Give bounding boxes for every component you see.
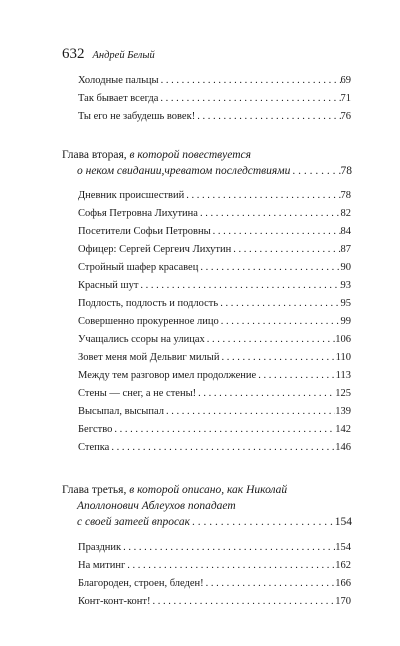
toc-entry[interactable] (78, 369, 351, 382)
toc-leader-dots (219, 351, 335, 364)
toc-entry-page: 166 (335, 578, 351, 589)
chapter-subtitle: в которой описано, как Николай (129, 484, 288, 496)
toc-entry-page: 90 (340, 262, 351, 273)
toc-leader-dots (218, 297, 340, 310)
toc-entry[interactable] (78, 351, 351, 364)
toc-entry[interactable] (78, 577, 351, 590)
toc-entry[interactable] (78, 333, 351, 346)
toc-entry-title: Праздник (78, 542, 122, 553)
chapter-label: Глава третья, (62, 484, 127, 496)
toc-entry[interactable] (78, 423, 351, 436)
toc-leader-dots (290, 163, 340, 179)
toc-entry[interactable] (78, 541, 351, 554)
toc-entry-title: Конт-конт-конт! (78, 596, 151, 607)
toc-entry[interactable] (78, 315, 351, 328)
page-number: 632 (62, 46, 85, 62)
toc-entry-page: 142 (335, 424, 351, 435)
chapter-heading[interactable] (62, 147, 352, 179)
toc-leader-dots (109, 441, 335, 454)
toc-leader-dots (158, 92, 340, 105)
toc-leader-dots (121, 541, 335, 554)
toc-leader-dots (231, 243, 340, 256)
toc-leader-dots (112, 423, 335, 436)
running-title: Андрей Белый (92, 50, 155, 61)
toc-entry-page: 146 (335, 442, 351, 453)
toc-entry-title: Красный шут (78, 280, 139, 291)
toc-leader-dots (164, 405, 335, 418)
toc-entry-page: 139 (335, 406, 351, 417)
chapter-heading-line (62, 147, 352, 163)
toc-entry[interactable] (78, 441, 351, 454)
toc-entry-title: Между тем разговор имел продолжение (78, 370, 257, 381)
toc-leader-dots (219, 315, 341, 328)
chapter-heading-line (62, 163, 352, 179)
toc-entry-title: Стройный шафер красавец (78, 262, 199, 273)
toc-leader-dots (159, 74, 341, 87)
toc-leader-dots (138, 279, 340, 292)
toc-entry-page: 106 (335, 334, 351, 345)
toc-entry[interactable] (78, 225, 351, 238)
toc-entry-page: 170 (335, 596, 351, 607)
toc-entry-title: Степка (78, 442, 110, 453)
toc-entry[interactable] (78, 92, 351, 105)
toc-entry[interactable] (78, 110, 351, 123)
toc-entry-title: Бегство (78, 424, 113, 435)
toc-entry-title: Офицер: Сергей Сергеич Лихутин (78, 244, 232, 255)
chapter-heading[interactable] (62, 482, 352, 530)
toc-leader-dots (205, 333, 336, 346)
toc-entry[interactable] (78, 261, 351, 274)
toc-entry-title: Учащались ссоры на улицах (78, 334, 205, 345)
toc-leader-dots (196, 387, 335, 400)
toc-entry-page: 69 (340, 75, 351, 86)
toc-entry-title: На митинг (78, 560, 126, 571)
toc-entry-title: Благороден, строен, бледен! (78, 578, 204, 589)
toc-entry-page: 76 (340, 111, 351, 122)
toc-entry[interactable] (78, 243, 351, 256)
toc-entry[interactable] (78, 207, 351, 220)
chapter-subtitle: Аполлонович Аблеухов попадает (77, 500, 236, 512)
toc-leader-dots (184, 189, 340, 202)
toc-entry-page: 71 (340, 93, 351, 104)
toc-entry[interactable] (78, 405, 351, 418)
toc-entry-title: Посетители Софьи Петровны (78, 226, 211, 237)
toc-entry-title: Так бывает всегда (78, 93, 159, 104)
chapter-subtitle: в которой повествуется (129, 149, 251, 161)
toc-entry-page: 78 (340, 190, 351, 201)
toc-entry-page: 82 (340, 208, 351, 219)
toc-entry-title: Дневник происшествий (78, 190, 185, 201)
toc-entry-title: Стены — снег, а не стены! (78, 388, 197, 399)
toc-entry[interactable] (78, 559, 351, 572)
toc-entry-page: 93 (340, 280, 351, 291)
toc-entry[interactable] (78, 74, 351, 87)
toc-leader-dots (211, 225, 341, 238)
toc-entry-page: 125 (335, 388, 351, 399)
chapter-page: 78 (340, 165, 352, 177)
toc-entry[interactable] (78, 279, 351, 292)
chapter-page: 154 (334, 516, 352, 528)
toc-entry-title: Холодные пальцы (78, 75, 159, 86)
toc-entry-title: Совершенно прокуренное лицо (78, 316, 219, 327)
toc-entry[interactable] (78, 387, 351, 400)
toc-entry-page: 84 (340, 226, 351, 237)
chapter-heading-line (62, 482, 352, 498)
chapter-heading-line (62, 514, 352, 530)
toc-entry-title: Ты его не забудешь вовек! (78, 111, 196, 122)
toc-leader-dots (190, 514, 335, 530)
toc-leader-dots (198, 207, 341, 220)
toc-entry[interactable] (78, 595, 351, 608)
page-header (62, 46, 155, 63)
toc-leader-dots (195, 110, 340, 123)
chapter-subtitle: о неком свидании,чреватом последствиями (77, 165, 291, 177)
toc-entry-page: 110 (335, 352, 351, 363)
toc-entry-page: 113 (335, 370, 351, 381)
toc-entry-page: 154 (335, 542, 351, 553)
toc-leader-dots (125, 559, 335, 572)
toc-leader-dots (150, 595, 335, 608)
toc-entry-title: Подлость, подлость и подлость (78, 298, 219, 309)
toc-entry[interactable] (78, 297, 351, 310)
chapter-heading-line (62, 498, 352, 514)
toc-entry-page: 162 (335, 560, 351, 571)
toc-leader-dots (256, 369, 335, 382)
toc-entry-page: 99 (340, 316, 351, 327)
toc-entry-title: Высыпал, высыпал (78, 406, 164, 417)
chapter-subtitle: с своей затеей впросак (77, 516, 190, 528)
toc-entry-page: 87 (340, 244, 351, 255)
toc-leader-dots (198, 261, 340, 274)
toc-entry-page: 95 (340, 298, 351, 309)
chapter-label: Глава вторая, (62, 149, 127, 161)
toc-leader-dots (204, 577, 336, 590)
toc-entry[interactable] (78, 189, 351, 202)
toc-entry-title: Зовет меня мой Дельвиг милый (78, 352, 220, 363)
toc-entry-title: Софья Петровна Лихутина (78, 208, 198, 219)
